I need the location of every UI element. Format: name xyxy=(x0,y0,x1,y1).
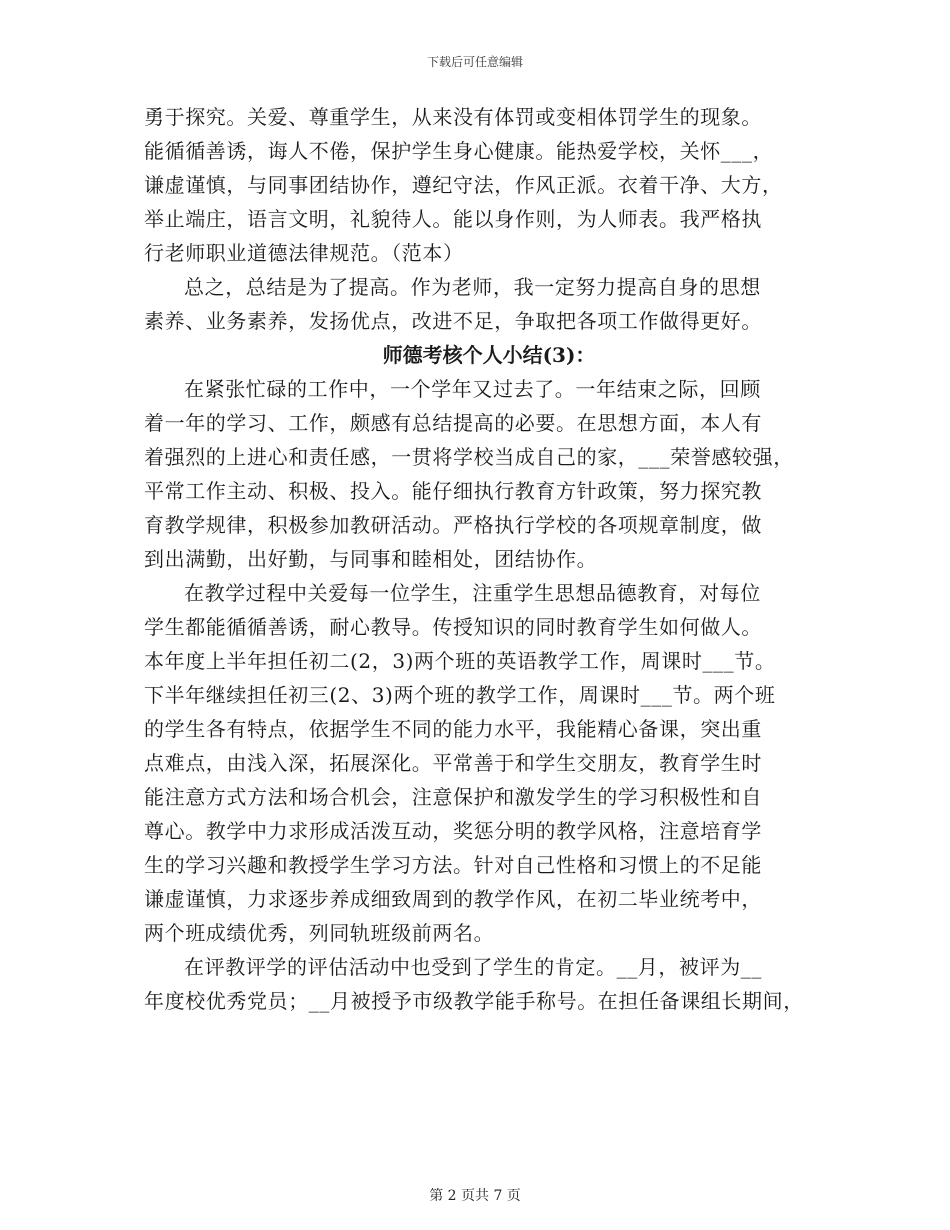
text-line: 点难点，由浅入深，拓展深化。平常善于和学生交朋友，教育学生时 xyxy=(144,751,762,775)
text-line: 能循循善诱，诲人不倦，保护学生身心健康。能热爱学校，关怀___， xyxy=(144,139,774,163)
text-line: 勇于探究。关爱、尊重学生，从来没有体罚或变相体罚学生的现象。 xyxy=(144,105,762,129)
page-header: 下载后可任意编辑 xyxy=(426,55,523,69)
text-line: 在紧张忙碌的工作中，一个学年又过去了。一年结束之际，回顾 xyxy=(184,377,761,401)
text-line: 下半年继续担任初三(2、3)两个班的教学工作，周课时___节。两个班 xyxy=(144,683,776,707)
text-line: 着强烈的上进心和责任感，一贯将学校当成自己的家，___荣誉感较强， xyxy=(144,445,794,469)
text-line: 总之，总结是为了提高。作为老师，我一定努力提高自身的思想 xyxy=(184,275,761,299)
text-line: 在教学过程中关爱每一位学生，注重学生思想品德教育，对每位 xyxy=(184,581,761,605)
text-line: 行老师职业道德法律规范。（范本） xyxy=(144,241,464,265)
section-title: 师德考核个人小结(3)： xyxy=(382,343,596,367)
text-line: 育教学规律，积极参加教研活动。严格执行学校的各项规章制度，做 xyxy=(144,513,762,537)
text-line: 本年度上半年担任初二(2，3)两个班的英语教学工作，周课时___节。 xyxy=(144,649,776,673)
document-body xyxy=(144,100,824,1018)
text-line: 年度校优秀党员；__月被授予市级教学能手称号。在担任备课组长期间， xyxy=(144,989,804,1013)
text-line: 两个班成绩优秀，列同轨班级前两名。 xyxy=(144,921,495,945)
text-line: 平常工作主动、积极、投入。能仔细执行教育方针政策，努力探究教 xyxy=(144,479,762,503)
text-line: 学生都能循循善诱，耐心教导。传授知识的同时教育学生如何做人。 xyxy=(144,615,762,639)
text-line: 谦虚谨慎，与同事团结协作，遵纪守法，作风正派。衣着干净、大方， xyxy=(144,173,783,197)
text-line: 生的学习兴趣和教授学生学习方法。针对自己性格和习惯上的不足能 xyxy=(144,853,762,877)
page-footer: 第 2 页共 7 页 xyxy=(429,1188,521,1204)
text-line: 在评教评学的评估活动中也受到了学生的肯定。__月，被评为__ xyxy=(184,955,762,979)
text-line: 的学生各有特点，依据学生不同的能力水平，我能精心备课，突出重 xyxy=(144,717,762,741)
text-line: 素养、业务素养，发扬优点，改进不足，争取把各项工作做得更好。 xyxy=(144,309,762,333)
text-line: 到出满勤，出好勤，与同事和睦相处，团结协作。 xyxy=(144,547,598,571)
text-line: 举止端庄，语言文明，礼貌待人。能以身作则，为人师表。我严格执 xyxy=(144,207,762,231)
text-line: 谦虚谨慎，力求逐步养成细致周到的教学作风，在初二毕业统考中， xyxy=(144,887,762,911)
text-line: 能注意方式方法和场合机会，注意保护和激发学生的学习积极性和自 xyxy=(144,785,762,809)
text-line: 尊心。教学中力求形成活泼互动，奖惩分明的教学风格，注意培育学 xyxy=(144,819,762,843)
text-line: 着一年的学习、工作，颇感有总结提高的必要。在思想方面，本人有 xyxy=(144,411,762,435)
